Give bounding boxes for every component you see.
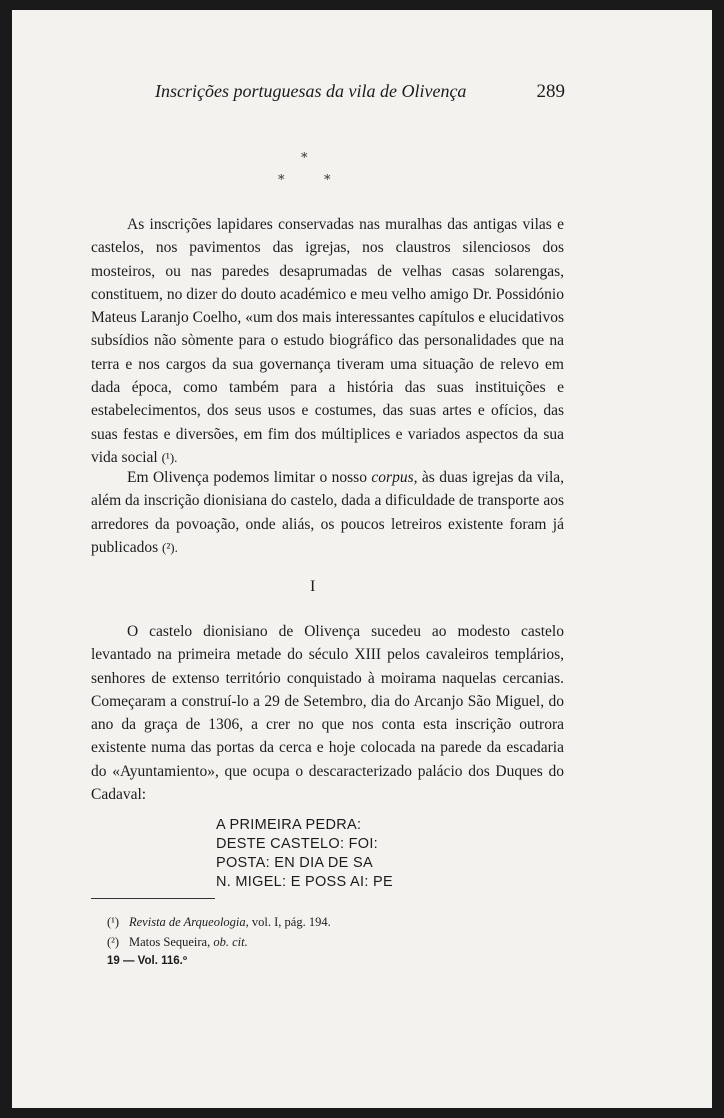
paragraph-castle [91, 620, 564, 806]
asterism-star: * [324, 173, 331, 188]
paragraph-text: às duas igrejas da vila, além da inscrição dionisiana do castelo, dada a dificuldade de transporte aos arredores da povoação, onde aliás, os poucos letreiros existente foram já publicados [91, 469, 565, 556]
footnote-text: vol. I, pág. 194. [251, 915, 331, 929]
footnote-mark: (²) [107, 935, 120, 949]
paragraph-text: Em Olivença podemos limitar o nosso [127, 469, 367, 486]
paragraph-intro [91, 213, 564, 469]
inscription-line: A PRIMEIRA PEDRA: [216, 817, 362, 833]
section-number: I [310, 578, 316, 595]
footnote-ref-2: (²). [162, 539, 178, 555]
footnote-ref-1: (¹). [161, 449, 178, 465]
inscription-line: POSTA: EN DIA DE SA [216, 855, 373, 871]
inscription-quote [216, 816, 393, 892]
paragraph-text: O castelo dionisiano de Olivença sucedeu ao modesto castelo levantado na primeira metade do século XIII pelos cavaleiros templários, senhores de extenso território conquistado à moirama naquelas cercanias. Começaram a construí-lo a 29 de Setembro, dia do Arcanjo São Miguel, do ano da graça de 1306, a crer no que nos conta esta inscrição outrora existente numa das portas da cerca e hoje colocada na parede da escadaria do «Ayuntamiento», que ocupa o descaracterizado palácio dos Duques do Cadaval: [91, 623, 564, 804]
footnote-mark: (¹) [107, 915, 120, 929]
paragraph-text: As inscrições lapidares conservadas nas muralhas das antigas vilas e castelos, nos pavimentos das igrejas, nos claustros silenciosos dos mosteiros, ou nas paredes desaprumadas de velhas casas solarengas, constituem, no dizer do douto académico e meu velho amigo Dr. Possidónio Mateus Laranjo Coelho, «um dos mais interessantes capítulos e elucidativos subsídios não sòmente para o estudo biográfico das personalidades que na terra e nos cargos da sua governança tiveram uma situação de relevo em dada época, como também para a história das suas instituições e estabelecimentos, dos seus usos e costumes, das suas artes e ofícios, das suas festas e diversões, em fim dos múltiplices e variados aspectos da sua vida social [91, 216, 564, 466]
footnote-1 [107, 912, 331, 932]
footnote-2 [107, 932, 331, 952]
printer-signature: 19 — Vol. 116.º [107, 955, 188, 967]
footnote-journal: Revista de Arqueologia, [129, 915, 249, 929]
running-title: Inscrições portuguesas da vila de Olivença [155, 81, 467, 101]
asterism [270, 151, 350, 195]
footnotes [107, 912, 331, 952]
page-number: 289 [536, 81, 565, 102]
book-page [12, 10, 712, 1108]
asterism-star: * [301, 151, 308, 166]
asterism-star: * [278, 173, 285, 188]
corpus-term: corpus, [371, 469, 418, 486]
inscription-line: N. MIGEL: E POSS AI: PE [216, 874, 393, 890]
footnote-ref-text: ob. cit. [213, 935, 248, 949]
footnote-author: Matos Sequeira, [129, 935, 211, 949]
paragraph-corpus [91, 466, 564, 559]
footnote-divider [91, 898, 215, 899]
inscription-line: DESTE CASTELO: FOI: [216, 836, 379, 852]
